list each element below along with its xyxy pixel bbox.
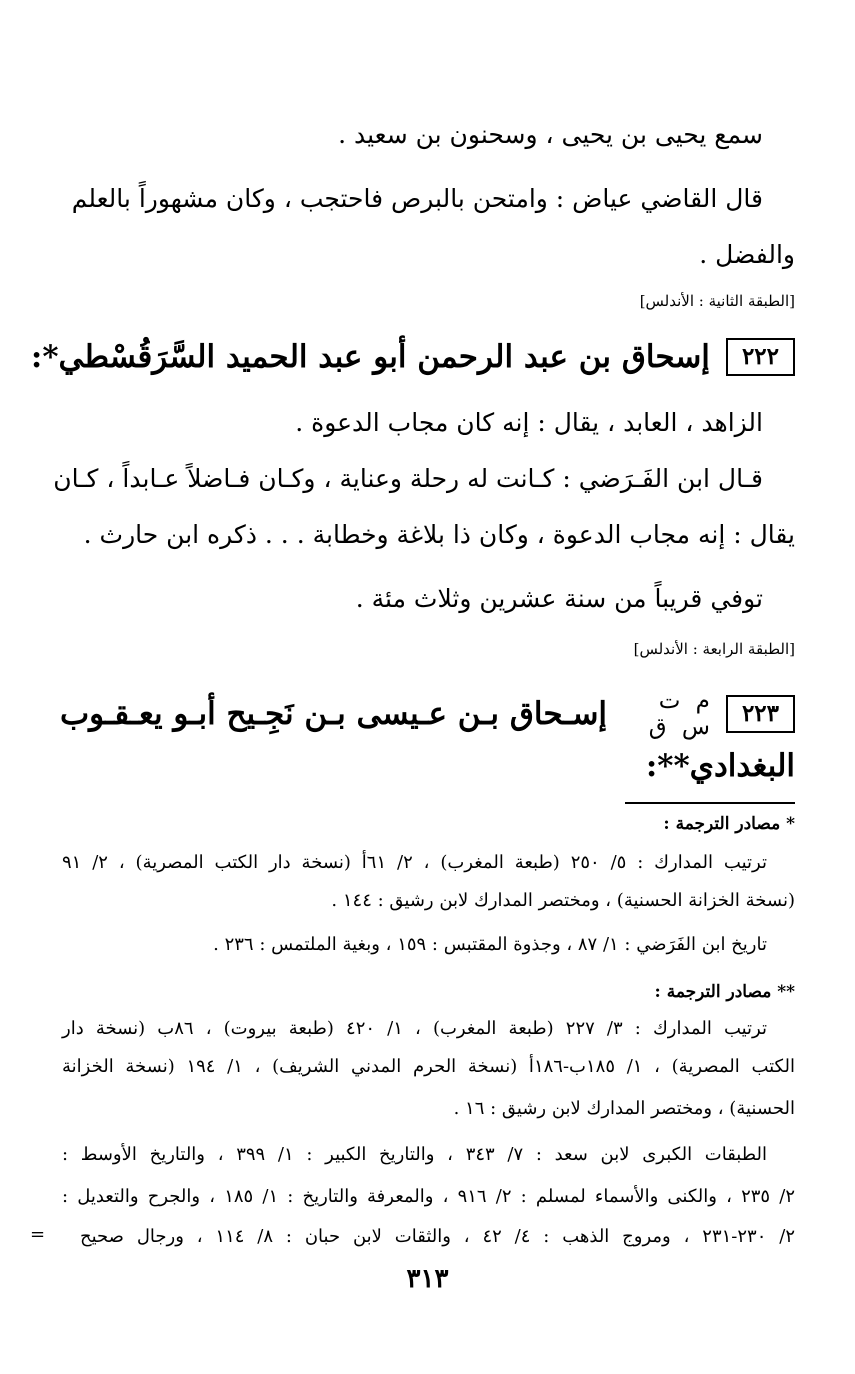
body-line-1: سمع يحيى بن يحيى ، وسحنون بن سعيد . <box>338 120 763 149</box>
source-symbols: م ت س ق <box>648 688 710 740</box>
footnote-1-line: ترتيب المدارك : ٥/ ٢٥٠ (طبعة المغرب) ، ٢/ ٦١أ (نسخة دار الكتب المصرية) ، ٢/ ٩١ <box>62 852 767 873</box>
body-line-2: قال القاضي عياض : وامتحن بالبرص فاحتجب ، وكان مشهوراً بالعلم <box>71 184 763 213</box>
body-line-3: والفضل . <box>699 240 795 269</box>
footnote-2-line: الطبقات الكبرى لابن سعد : ٧/ ٣٤٣ ، والتاريخ الكبير : ١/ ٣٩٩ ، والتاريخ الأوسط : <box>62 1144 767 1165</box>
section-tag-layer-4: [الطبقة الرابعة : الأندلس] <box>633 640 795 658</box>
entry-222-heading <box>31 338 795 376</box>
section-tag-layer-2: [الطبقة الثانية : الأندلس] <box>639 292 795 310</box>
entry-222-line-1: الزاهد ، العابد ، يقال : إنه كان مجاب الدعوة . <box>295 408 763 437</box>
entry-222-line-2: قـال ابن الفَـرَضي : كـانت له رحلة وعناية ، وكـان فـاضلاً عـابداً ، كـان <box>53 464 763 493</box>
footnote-2-line: الحسنية) ، ومختصر المدارك لابن رشيق : ١٦ . <box>453 1098 795 1119</box>
footnote-2-heading: ** مصادر الترجمة : <box>654 982 795 1002</box>
entry-number-box: ٢٢٣ <box>726 695 795 733</box>
entry-title-continued: البغدادي**: <box>645 748 795 784</box>
footnote-1-heading: * مصادر الترجمة : <box>663 814 795 834</box>
footnote-2-line: ٢/ ٢٣٥ ، والكنى والأسماء لمسلم : ٢/ ٩١٦ ، والمعرفة والتاريخ : ١/ ١٨٥ ، والجرح والتعديل : <box>62 1186 795 1207</box>
entry-number-box: ٢٢٢ <box>726 338 795 376</box>
footnote-2-line: ٢/ ٢٣٠-٢٣١ ، ومروج الذهب : ٤/ ٤٢ ، والثقات لابن حبان : ٨/ ١١٤ ، ورجال صحيح <box>80 1226 796 1247</box>
entry-222-line-3: يقال : إنه مجاب الدعوة ، وكان ذا بلاغة وخطابة . . . ذكره ابن حارث . <box>83 520 795 549</box>
footnote-1-line: (نسخة الخزانة الحسنية) ، ومختصر المدارك لابن رشيق : ١٤٤ . <box>331 890 795 911</box>
footnote-2-line: ترتيب المدارك : ٣/ ٢٢٧ (طبعة المغرب) ، ١/ ٤٢٠ (طبعة بيروت) ، ٨٦ب (نسخة دار <box>62 1018 767 1039</box>
page-number: ٣١٣ <box>406 1264 449 1294</box>
footnote-1-line: تاريخ ابن الفَرَضي : ١/ ٨٧ ، وجذوة المقتبس : ١٥٩ ، وبغية الملتمس : ٢٣٦ . <box>213 934 767 955</box>
footnote-separator <box>625 802 795 804</box>
entry-222-line-4: توفي قريباً من سنة عشرين وثلاث مئة . <box>355 584 763 613</box>
entry-title: إسحاق بن عبد الرحمن أبو عبد الحميد السَّرَقُسْطي*: <box>30 339 710 375</box>
entry-title: إسـحاق بـن عـيسى بـن نَجِـيح أبـو يعـقـوب <box>60 696 608 732</box>
footnote-2-line: الكتب المصرية) ، ١/ ١٨٥ب-١٨٦أ (نسخة الحرم المدني الشريف) ، ١/ ١٩٤ (نسخة الخزانة <box>62 1056 795 1077</box>
continuation-mark: = <box>30 1224 46 1245</box>
entry-223-heading <box>60 688 795 740</box>
